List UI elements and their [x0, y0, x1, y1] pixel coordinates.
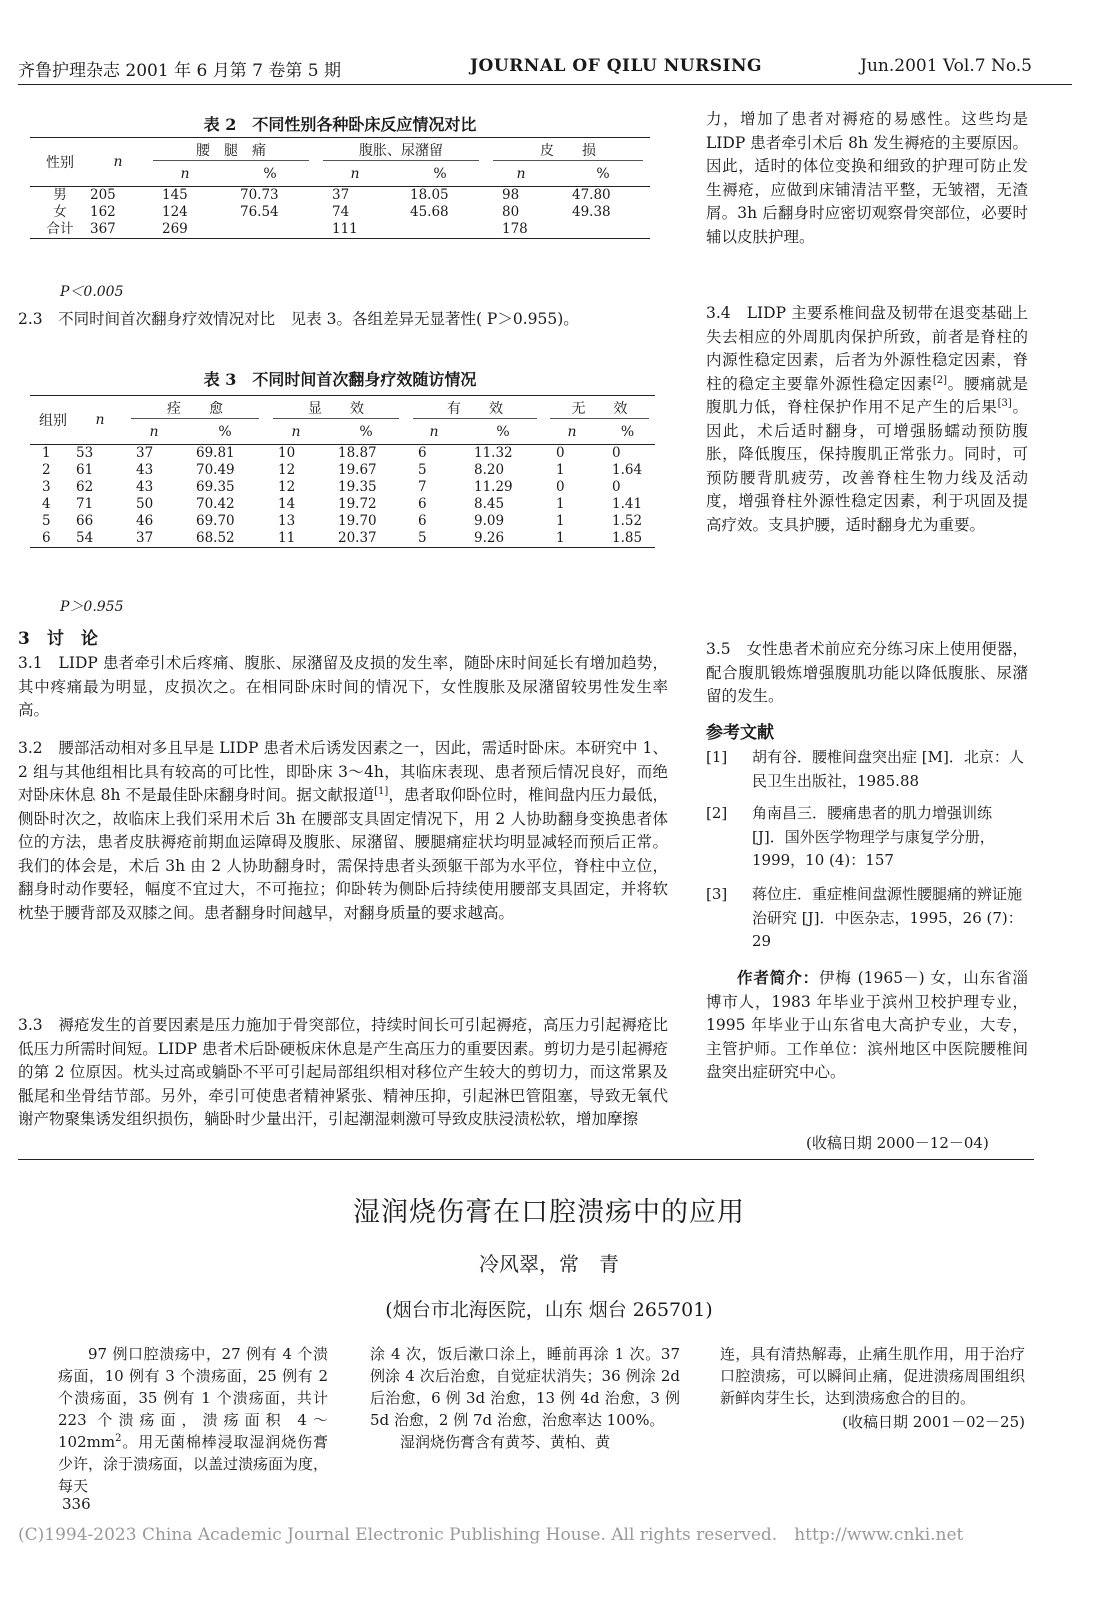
table-cell: 69.81	[196, 445, 235, 461]
table-row	[30, 187, 650, 205]
table-cell: 5	[42, 513, 51, 529]
para-3-2	[18, 737, 668, 925]
table-row	[30, 204, 650, 221]
table-cell: 61	[76, 462, 94, 478]
article2-column-3	[720, 1343, 1025, 1433]
superscript: 2	[115, 1433, 122, 1444]
table-row	[30, 496, 655, 513]
received-date-2: (收稿日期 2001－02－25)	[842, 1413, 1025, 1431]
table-cell: 0	[612, 445, 621, 461]
article2-text: 。用无菌棉棒浸取湿润烧伤膏少许，涂于溃疡面，以盖过溃疡面为度，每天	[58, 1433, 329, 1495]
table2	[30, 137, 650, 239]
table-cell: 37	[124, 530, 184, 548]
header-rule	[18, 84, 1072, 85]
article2-affiliation: (烟台市北海医院，山东 烟台 265701)	[385, 1299, 713, 1321]
citation-1: [1]	[374, 785, 389, 797]
table2-sub-n: n	[486, 162, 556, 187]
running-header-center: JOURNAL OF QILU NURSING	[470, 56, 763, 76]
para-3-2-text: 3.2 腰部活动相对多且早是 LIDP 患者术后诱发因素之一，因此，需适时卧床。本研究中 1、2 组与其他组相比具有较高的可比性，即卧床 3～4h，其临床表现、患者预后情况良好，而绝对卧床休息 8h 不是最佳卧床翻身时间。据文献报道	[18, 739, 668, 804]
table-cell	[394, 221, 486, 239]
table3-group-0: 痊 愈	[131, 398, 259, 419]
table-cell: 1.64	[612, 462, 643, 478]
running-header-left: 齐鲁护理杂志 2001 年 6 月第 7 卷第 5 期	[18, 61, 341, 81]
table3-sub-n: n	[266, 420, 326, 445]
table-cell: 205	[90, 187, 116, 203]
table-cell: 162	[90, 204, 116, 220]
para-3-4-text: 。因此，术后适时翻身，可增强肠蠕动预防腹胀，降低腹压，保持腹肌正常张力。同时，可预防腰背肌疲劳，改善脊柱生物力线及活动度，增强脊柱外源性稳定因素，利于巩固及提高疗效。支具护腰，适时翻身尤为重要。	[706, 398, 1028, 534]
para-3-5: 3.5 女性患者术前应充分练习床上使用便器，配合腹肌锻炼增强腹肌功能以降低腹胀、尿潴留的发生。	[706, 640, 1028, 705]
reference-number: [2]	[706, 804, 728, 822]
table-cell: 11	[266, 530, 326, 548]
table-cell: 19.35	[338, 479, 377, 495]
table-cell: 49.38	[572, 204, 611, 220]
table-cell	[556, 221, 650, 239]
article2-column-1	[58, 1343, 328, 1497]
table-cell: 1.41	[612, 496, 643, 512]
table-cell: 12	[278, 479, 296, 495]
table-cell: 69.35	[196, 479, 235, 495]
para-3-4-text: 3.4 LIDP 主要系椎间盘及韧带在退变基础上失去相应的外周肌肉保护所致，前者是脊柱的内源性稳定因素，后者为外源性稳定因素，脊柱的稳定主要靠外源性稳定因素	[706, 304, 1028, 393]
table-cell: 5	[418, 462, 427, 478]
table3-sub-n: n	[124, 420, 184, 445]
table2-sub-pct: %	[394, 162, 486, 187]
table-cell: 11.29	[474, 479, 513, 495]
reference-text: 蒋位庄．重症椎间盘源性腰腿痛的辨证施治研究 [J]．中医杂志，1995，26 (7)：29	[752, 885, 1023, 950]
table-cell: 68.52	[184, 530, 266, 548]
table-cell: 女	[53, 204, 67, 220]
table3-sub-pct: %	[326, 420, 406, 445]
author-bio	[706, 966, 1028, 1085]
references-heading: 参考文献	[706, 723, 774, 743]
table-cell: 19.72	[338, 496, 377, 512]
table-cell: 19.67	[338, 462, 377, 478]
para-3-4	[706, 302, 1028, 537]
table-cell: 合计	[30, 221, 90, 239]
table3-sub-pct: %	[462, 420, 544, 445]
table-cell: 6	[418, 513, 427, 529]
table-cell: 20.37	[326, 530, 406, 548]
table-cell: 71	[76, 496, 94, 512]
table-cell: 269	[146, 221, 224, 239]
table-cell: 11.32	[474, 445, 513, 461]
table2-sub-pct: %	[224, 162, 316, 187]
reference-2	[706, 802, 1028, 872]
table2-sub-n: n	[316, 162, 394, 187]
table-cell: 7	[418, 479, 427, 495]
table2-head-sex: 性别	[30, 138, 90, 187]
reference-number: [3]	[706, 885, 728, 903]
table-cell: 76.54	[240, 204, 279, 220]
article2-column-2	[370, 1343, 680, 1453]
table-cell: 124	[162, 204, 188, 220]
table-cell: 1	[544, 530, 600, 548]
author-bio-text: 伊梅 (1965－) 女，山东省淄博市人，1983 年毕业于滨州卫校护理专业，1995 年毕业于山东省电大高护专业，大专，主管护师。工作单位：滨州地区中医院腰椎间盘突出症研究中心。	[706, 969, 1028, 1081]
article-divider	[18, 1159, 1034, 1160]
table-cell: 70.49	[196, 462, 235, 478]
citation-3: [3]	[997, 397, 1012, 409]
table2-group-2: 皮 损	[493, 140, 644, 161]
copyright-footer: (C)1994-2023 China Academic Journal Electronic Publishing House. All rights reserved. http://www.cnki.net	[18, 1525, 964, 1545]
table-cell: 1	[556, 462, 565, 478]
table3-sub-pct: %	[600, 420, 655, 445]
table-cell: 1	[556, 513, 565, 529]
table-cell: 66	[76, 513, 94, 529]
table3-head-n: n	[76, 396, 124, 445]
table-cell: 50	[136, 496, 154, 512]
table-cell: 145	[162, 187, 188, 203]
author-bio-label: 作者简介：	[737, 968, 819, 987]
table-cell: 14	[278, 496, 296, 512]
table-row	[30, 479, 655, 496]
table-cell: 0	[556, 445, 565, 461]
table-cell: 5	[406, 530, 462, 548]
table2-head-n: n	[90, 138, 146, 187]
table3-sub-n: n	[544, 420, 600, 445]
article2-text: 涂 4 次，饭后漱口涂上，睡前再涂 1 次。37 例涂 4 次后治愈，自觉症状消失；36 例涂 2d 后治愈，6 例 3d 治愈，13 例 4d 治愈，3 例 5d 治愈，2 例 7d 治愈，治愈率达 100%。	[370, 1345, 680, 1429]
table-cell: 0	[556, 479, 565, 495]
table-cell: 6	[418, 445, 427, 461]
table-cell: 74	[332, 204, 350, 220]
table2-sub-pct: %	[556, 162, 650, 187]
table-cell: 6	[418, 496, 427, 512]
article2-text: 97 例口腔溃疡中，27 例有 4 个溃疡面，10 例有 3 个溃疡面，25 例有 2 个溃疡面，35 例有 1 个溃疡面，共计 223 个溃疡面，溃疡面积 4～102mm	[58, 1345, 328, 1451]
table-cell: 18.05	[410, 187, 449, 203]
table-cell: 19.70	[338, 513, 377, 529]
para-3-3-continued: 力，增加了患者对褥疮的易感性。这些均是 LIDP 患者牵引术后 8h 发生褥疮的主要原因。因此，适时的体位变换和细致的护理可防止发生褥疮，应做到床铺清洁平整，无皱褶，无渣屑。3h 后翻身时应密切观察骨突部位，必要时辅以皮肤护理。	[706, 110, 1028, 246]
table-cell: 46	[136, 513, 154, 529]
table3-group-3: 无 效	[550, 398, 650, 419]
table3-sub-n: n	[406, 420, 462, 445]
table-cell: 1.85	[600, 530, 655, 548]
para-3-4-text: 。腰痛就是腹肌力低，脊柱保护作用不足产生的后果	[706, 374, 1028, 416]
received-date-1: (收稿日期 2000－12－04)	[806, 1134, 989, 1152]
reference-3	[706, 883, 1028, 953]
table-cell: 111	[316, 221, 394, 239]
table-cell	[224, 221, 316, 239]
table-row	[30, 445, 655, 463]
table-cell: 12	[278, 462, 296, 478]
table-cell: 8.20	[474, 462, 505, 478]
table-cell: 45.68	[410, 204, 449, 220]
table2-sub-n: n	[146, 162, 224, 187]
table-cell: 1.52	[612, 513, 643, 529]
table-cell: 70.73	[240, 187, 279, 203]
table-cell: 13	[278, 513, 296, 529]
table-cell: 0	[612, 479, 621, 495]
running-header-right: Jun.2001 Vol.7 No.5	[860, 56, 1032, 76]
table-cell: 1	[556, 496, 565, 512]
section-3-heading: 3 讨 论	[18, 629, 98, 649]
table3-head-group: 组别	[30, 396, 76, 445]
table-cell: 2	[42, 462, 51, 478]
table-cell: 1	[42, 445, 51, 461]
table3-group-1: 显 效	[273, 398, 399, 419]
table-cell: 37	[332, 187, 350, 203]
table-cell: 男	[53, 187, 67, 203]
table3	[30, 395, 655, 548]
table-cell: 62	[76, 479, 94, 495]
table-cell: 9.26	[462, 530, 544, 548]
table-cell: 10	[278, 445, 296, 461]
table-cell: 43	[136, 462, 154, 478]
para-3-3: 3.3 褥疮发生的首要因素是压力施加于骨突部位，持续时间长可引起褥疮，高压力引起褥疮比低压力所需时间短。LIDP 患者术后卧硬板床休息是产生高压力的重要因素。剪切力是引起褥疮的第 2 位原因。枕头过高或躺卧不平可引起局部组织相对移位产生较大的剪切力，而这常累及骶尾和坐骨结节部。另外，牵引可使患者精神紧张、精神压抑，引起淋巴管阻塞，导致无氧代谢产物聚集诱发组织损伤，躺卧时少量出汗，引起潮湿刺激可导致皮肤浸渍松软，增加摩擦	[18, 1016, 668, 1128]
table-cell: 47.80	[572, 187, 611, 203]
table-cell: 3	[42, 479, 51, 495]
table-row	[30, 462, 655, 479]
table-cell: 9.09	[474, 513, 505, 529]
table-cell: 43	[136, 479, 154, 495]
table-cell: 6	[30, 530, 76, 548]
table-cell: 178	[486, 221, 556, 239]
table-cell: 18.87	[338, 445, 377, 461]
table-cell: 8.45	[474, 496, 505, 512]
article2-title: 湿润烧伤膏在口腔溃疡中的应用	[353, 1197, 745, 1228]
table2-note: P＜0.005	[60, 284, 124, 300]
table-row	[30, 221, 650, 239]
citation-2: [2]	[932, 374, 947, 386]
table3-note: P＞0.955	[60, 599, 124, 615]
table-row	[30, 513, 655, 530]
table-cell: 37	[136, 445, 154, 461]
table3-group-2: 有 效	[413, 398, 537, 419]
table-cell: 70.42	[196, 496, 235, 512]
table-cell: 53	[76, 445, 94, 461]
table-cell: 4	[42, 496, 51, 512]
table-row	[30, 530, 655, 548]
page-number: 336	[62, 1495, 91, 1513]
article2-text: 湿润烧伤膏含有黄芩、黄柏、黄	[400, 1433, 611, 1451]
table2-caption: 表 2 不同性别各种卧床反应情况对比	[203, 115, 477, 134]
table2-group-0: 腰 腿 痛	[153, 140, 309, 161]
para-3-1: 3.1 LIDP 患者牵引术后疼痛、腹胀、尿潴留及皮损的发生率，随卧床时间延长有增加趋势，其中疼痛最为明显，皮损次之。在相同卧床时间的情况下，女性腹胀及尿潴留较男性发生率高。	[18, 654, 668, 719]
reference-text: 胡有谷．腰椎间盘突出症 [M]．北京：人民卫生出版社，1985.88	[752, 748, 1024, 790]
table3-caption: 表 3 不同时间首次翻身疗效随访情况	[203, 370, 477, 389]
para-3-2-text: ，患者取仰卧位时，椎间盘内压力最低，侧卧时次之，故临床上我们采用术后 3h 在腰部支具固定情况下，用 2 人协助翻身变换患者体位的方法，患者皮肤褥疮前期血运障碍及腹胀、尿潴留、腰腿痛症状均明显减轻而预后正常。我们的体会是，术后 3h 由 2 人协助翻身时，需保持患者头颈躯干部为水平位，脊柱中立位，翻身时动作要轻，幅度不宜过大，不可拖拉；仰卧转为侧卧后持续使用腰部支具固定，并将软枕垫于腰背部及双膝之间。患者翻身时间越早，对翻身质量的要求越高。	[18, 786, 668, 922]
table-cell: 54	[76, 530, 124, 548]
table-cell: 367	[90, 221, 146, 239]
reference-text: 角南昌三．腰痛患者的肌力增强训练 [J]．国外医学物理学与康复学分册，1999，10 (4)：157	[752, 804, 995, 869]
table3-sub-pct: %	[184, 420, 266, 445]
table2-group-1: 腹胀、尿潴留	[323, 140, 479, 161]
table-cell: 98	[502, 187, 520, 203]
article2-authors: 冷风翠，常 青	[479, 1252, 619, 1276]
para-2-3: 2.3 不同时间首次翻身疗效情况对比 见表 3。各组差异无显著性( P＞0.955)。	[18, 310, 579, 328]
reference-number: [1]	[706, 748, 728, 766]
article2-text: 连，具有清热解毒，止痛生肌作用，用于治疗口腔溃疡，可以瞬间止痛，促进溃疡周围组织新鲜肉芽生长，达到溃疡愈合的目的。	[720, 1345, 1025, 1407]
table-cell: 69.70	[196, 513, 235, 529]
table-cell: 80	[502, 204, 520, 220]
